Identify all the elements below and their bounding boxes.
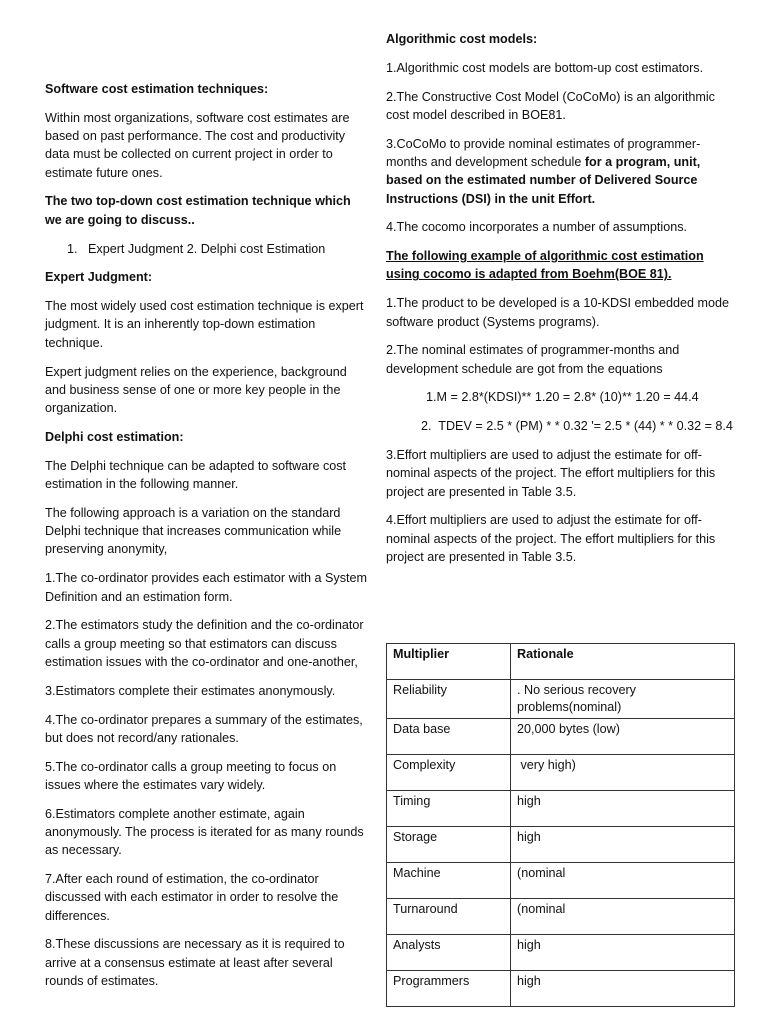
column-header: Rationale [511,644,735,680]
multiplier-cell: Complexity [387,755,511,791]
table-row [387,719,735,755]
multiplier-cell: Timing [387,791,511,827]
table-row [387,971,735,1007]
effort-multiplier-table [386,643,735,1007]
topdown-paragraph: The two top-down cost estimation technique which we are going to discuss.. [45,194,351,227]
intro-paragraph: Within most organizations, software cost estimates are based on past performance. The cost and productivity data must be collected on current project in order to estimate future ones. [45,110,350,180]
multiplier-cell: Turnaround [387,899,511,935]
delphi-step: 1.The co-ordinator provides each estimator with a System Definition and an estimation form. [45,571,367,604]
example-heading: The following example of algorithmic cost estimation using cocomo is adapted from Boehm(BOE 81). [386,249,704,282]
expert-paragraph-1: The most widely used cost estimation technique is expert judgment. It is an inherently top-down estimation technique. [45,299,364,350]
delphi-paragraph-2: The following approach is a variation on the standard Delphi technique that increases communication while preserving anonymity, [45,505,342,557]
delphi-step: 6.Estimators complete another estimate, again anonymously. The process is iterated for as many rounds as necessary. [45,806,364,858]
column-header: Multiplier [387,644,511,680]
right-column [386,30,738,577]
section-heading: Software cost estimation techniques: [45,82,269,96]
multiplier-cell: Programmers [387,971,511,1007]
delphi-step: 8.These discussions are necessary as it is required to arrive at a consensus estimate at least after several rounds of estimates. [45,937,345,989]
rationale-cell: high [511,827,735,863]
algorithmic-point-2: 2.The Constructive Cost Model (CoCoMo) is an algorithmic cost model described in BOE81. [386,89,715,122]
table-row [387,827,735,863]
point-3-bold-text: for a program, unit, based on the estimated number of Delivered Source Instructions (DSI) in the unit Effort. [386,154,701,206]
table-row [387,935,735,971]
rationale-cell: (nominal [511,863,735,899]
left-column [45,80,367,1001]
algorithmic-point-1: 1.Algorithmic cost models are bottom-up cost estimators. [386,60,704,75]
table-header-row [387,644,735,680]
rationale-cell: high [511,971,735,1007]
multiplier-cell: Storage [387,827,511,863]
table-row [387,791,735,827]
table-row [387,899,735,935]
rationale-cell: high [511,935,735,971]
rationale-cell: very high) [511,755,735,791]
rationale-cell: (nominal [511,899,735,935]
delphi-paragraph-1: The Delphi technique can be adapted to software cost estimation in the following manner. [45,458,347,492]
multiplier-cell: Data base [387,719,511,755]
equation-effort: 1.M = 2.8*(KDSI)** 1.20 = 2.8* (10)** 1.20 = 44.4 [426,390,699,405]
delphi-step: 5.The co-ordinator calls a group meeting to focus on issues where the estimates vary widely. [45,759,337,792]
delphi-step: 7.After each round of estimation, the co-ordinator discussed with each estimator in order to resolve the differences. [45,872,339,923]
rationale-cell: 20,000 bytes (low) [511,719,735,755]
table-row [387,863,735,899]
expert-heading: Expert Judgment: [45,270,153,285]
algorithmic-heading: Algorithmic cost models: [386,32,538,46]
expert-paragraph-2: Expert judgment relies on the experience, background and business sense of one or more key people in the organization. [45,364,347,416]
delphi-heading: Delphi cost estimation: [45,429,184,444]
multiplier-cell: Machine [387,863,511,899]
example-point-1: 1.The product to be developed is a 10-KDSI embedded mode software product (Systems programs). [386,296,730,329]
delphi-step: 2.The estimators study the definition and the co-ordinator calls a group meeting so that estimators can discuss estimation issues with the co-ordinator and one-another, [45,618,364,669]
multiplier-cell: Reliability [387,680,511,719]
point-3-text: 3.CoCoMo to provide nominal estimates of programmer-months and development schedule [386,136,701,169]
example-point-4: 4.Effort multipliers are used to adjust the estimate for off-nominal aspects of the project. The effort multipliers for this project are presented in Table 3.5. [386,513,716,565]
algorithmic-point-3 [386,135,738,208]
equation-schedule: 2. TDEV = 2.5 * (PM) * * 0.32 '= 2.5 * (44) * * 0.32 = 8.4 [421,419,733,434]
example-point-3: 3.Effort multipliers are used to adjust the estimate for off-nominal aspects of the project. The effort multipliers for this project are presented in Table 3.5. [386,448,716,499]
rationale-cell: high [511,791,735,827]
delphi-step: 4.The co-ordinator prepares a summary of the estimates, but does not record/any rationales. [45,712,363,745]
example-point-2: 2.The nominal estimates of programmer-months and development schedule are got from the equations [386,343,680,376]
table-row [387,680,735,719]
rationale-cell: . No serious recovery problems(nominal) [511,680,735,719]
multiplier-cell: Analysts [387,935,511,971]
technique-list-item: 1. Expert Judgment 2. Delphi cost Estimation [67,241,326,256]
algorithmic-point-4: 4.The cocomo incorporates a number of assumptions. [386,220,688,235]
delphi-step: 3.Estimators complete their estimates anonymously. [45,683,336,698]
table-row [387,755,735,791]
